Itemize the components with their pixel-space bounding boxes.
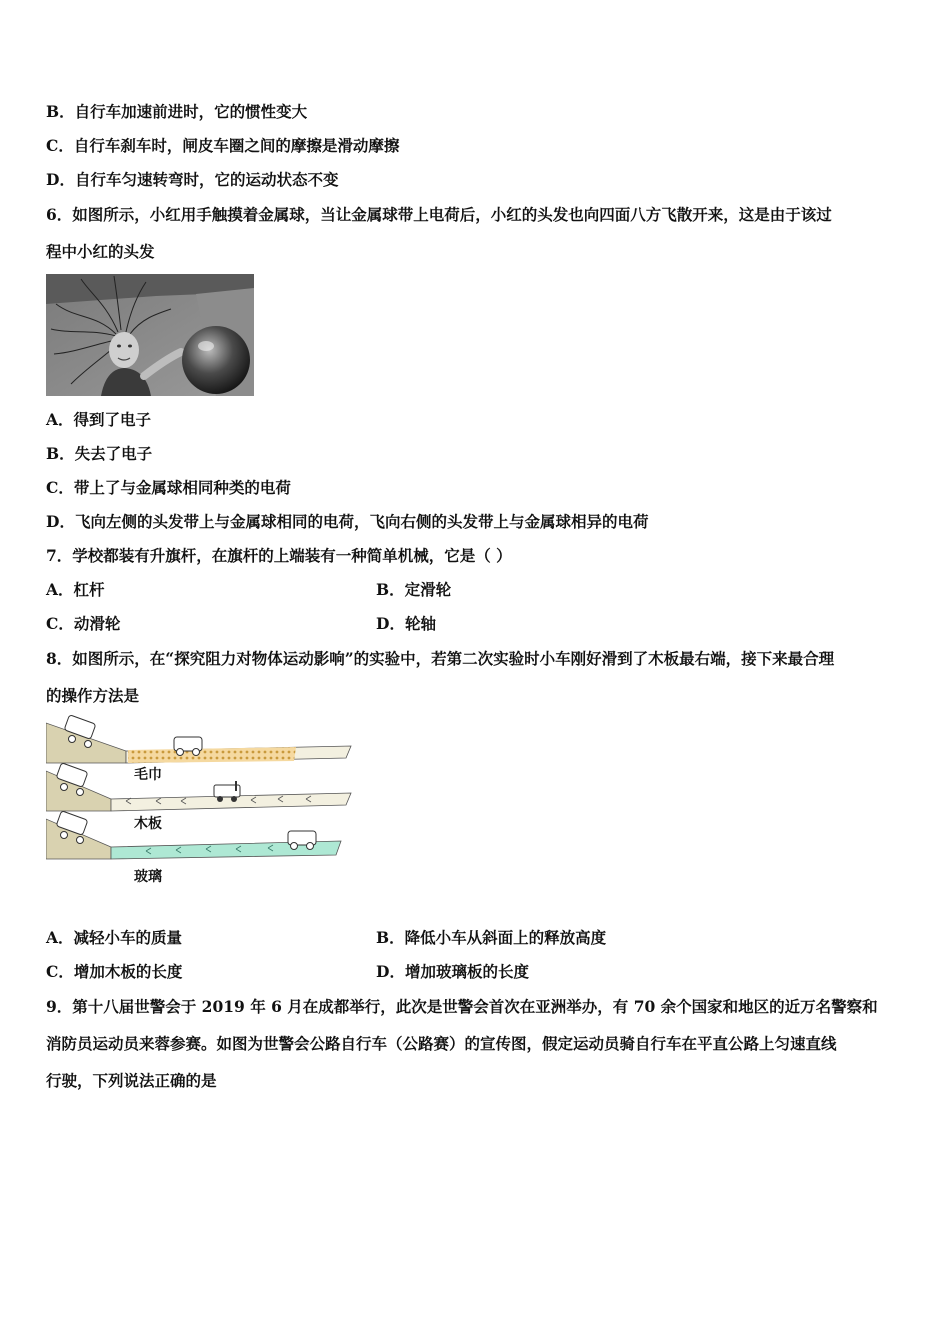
- q5-option-d: D．自行车匀速转弯时，它的运动状态不变: [46, 170, 339, 189]
- q7-stem: 7．学校都装有升旗杆，在旗杆的上端装有一种简单机械，它是（ ）: [46, 546, 512, 565]
- q6-photo-girl-metal-ball: [46, 274, 254, 396]
- q8-option-c: C．增加木板的长度: [46, 962, 183, 981]
- q9-stem-line3: 行驶，下列说法正确的是: [46, 1071, 217, 1090]
- q9-stem-line2: 消防员运动员来蓉参赛。如图为世警会公路自行车（公路赛）的宣传图，假定运动员骑自行车在平直公路上匀速直线: [46, 1034, 837, 1053]
- q6-option-c: C．带上了与金属球相同种类的电荷: [46, 478, 291, 497]
- q8-option-d: D．增加玻璃板的长度: [376, 962, 529, 981]
- q8-fig-label-towel: 毛巾: [134, 767, 162, 783]
- q5-option-c: C．自行车刹车时，闸皮车圈之间的摩擦是滑动摩擦: [46, 136, 400, 155]
- q7-option-c: C．动滑轮: [46, 614, 121, 633]
- q8-option-a: A．减轻小车的质量: [46, 928, 183, 947]
- q8-stem-line1: 8．如图所示，在“探究阻力对物体运动影响”的实验中，若第二次实验时小车刚好滑到了木板最右端，接下来最合理: [46, 649, 835, 668]
- q8-fig-label-glass: 玻璃: [134, 869, 162, 885]
- q6-option-b: B．失去了电子: [46, 444, 153, 463]
- q6-option-a: A．得到了电子: [46, 410, 152, 429]
- q6-stem-line1: 6．如图所示，小红用手触摸着金属球，当让金属球带上电荷后，小红的头发也向四面八方飞散开来，这是由于该过: [46, 205, 832, 224]
- q8-option-b: B．降低小车从斜面上的释放高度: [376, 928, 607, 947]
- q7-option-a: A．杠杆: [46, 580, 105, 599]
- q7-option-b: B．定滑轮: [376, 580, 452, 599]
- q8-ramp-experiment-figure: [46, 713, 356, 890]
- q8-stem-line2: 的操作方法是: [46, 686, 140, 705]
- q6-stem-line2: 程中小红的头发: [46, 242, 155, 261]
- q7-option-d: D．轮轴: [376, 614, 436, 633]
- q9-stem-line1: 9．第十八届世警会于 2019 年 6 月在成都举行，此次是世警会首次在亚洲举办，有 70 余个国家和地区的近万名警察和: [46, 997, 878, 1016]
- q8-fig-label-wood: 木板: [134, 816, 162, 832]
- q5-option-b: B．自行车加速前进时，它的惯性变大: [46, 102, 308, 121]
- q6-option-d: D．飞向左侧的头发带上与金属球相同的电荷，飞向右侧的头发带上与金属球相异的电荷: [46, 512, 649, 531]
